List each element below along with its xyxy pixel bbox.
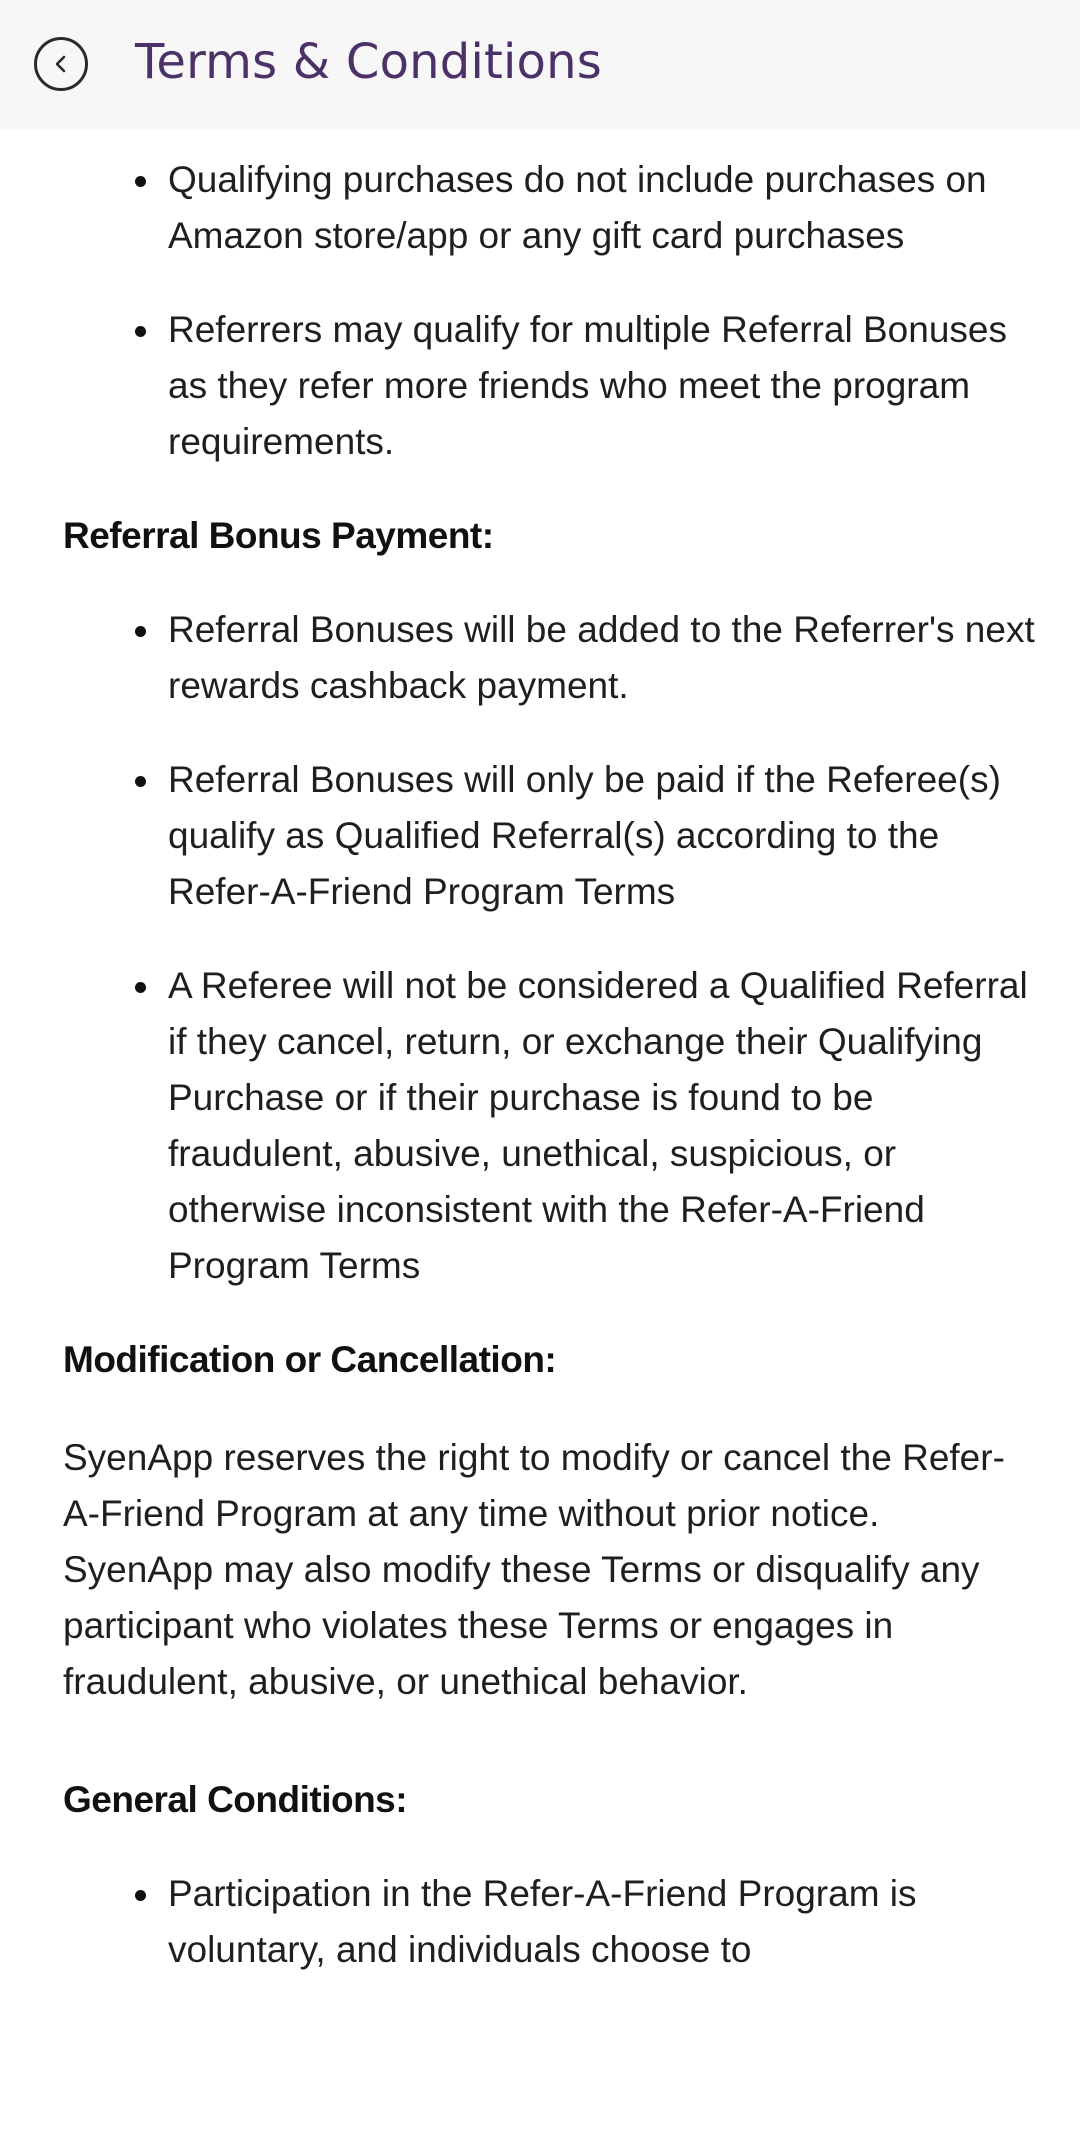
list-item-text: A Referee will not be considered a Qualified Referral if they cancel, return, or exchange their Qualifying Purchase or if their purchase is found to be fraudulent, abusive, unethical, suspicious, or otherwise inconsistent with the Refer-A-Friend Program Terms (168, 965, 1028, 1286)
list-item-text: Referrers may qualify for multiple Referral Bonuses as they refer more friends who meet the program requirements. (168, 309, 1007, 462)
terms-content[interactable] (0, 130, 1080, 2136)
modification-paragraph: SyenApp reserves the right to modify or cancel the Refer-A-Friend Program at any time without prior notice. SyenApp may also modify these Terms or disqualify any participant who violates these Terms or engages in fraudulent, abusive, or unethical behavior. (63, 1437, 1005, 1702)
bullet-icon (135, 326, 146, 337)
back-button[interactable] (34, 37, 88, 91)
bullet-icon (135, 1890, 146, 1901)
list-item-text: Participation in the Refer-A-Friend Program is voluntary, and individuals choose to (168, 1873, 917, 1970)
chevron-left-icon (49, 52, 73, 76)
list-item (63, 752, 1035, 920)
general-conditions-list (63, 1866, 1035, 1978)
payment-list (63, 602, 1035, 1294)
list-item (63, 302, 1035, 470)
bullet-icon (135, 776, 146, 787)
bullet-icon (135, 982, 146, 993)
list-item-text: Referral Bonuses will only be paid if the Referee(s) qualify as Qualified Referral(s) according to the Refer-A-Friend Program Terms (168, 759, 1001, 912)
section-heading-modification: Modification or Cancellation: (63, 1339, 557, 1380)
list-item (63, 958, 1035, 1294)
bullet-icon (135, 176, 146, 187)
page-title: Terms & Conditions (135, 34, 602, 90)
section-heading-payment: Referral Bonus Payment: (63, 515, 494, 556)
app-bar (0, 0, 1080, 130)
list-item-text: Referral Bonuses will be added to the Referrer's next rewards cashback payment. (168, 609, 1035, 706)
bullet-icon (135, 626, 146, 637)
list-item (63, 602, 1035, 714)
section-heading-general: General Conditions: (63, 1779, 408, 1820)
list-item (63, 1866, 1035, 1978)
list-item (63, 152, 1035, 264)
qualifying-purchase-list (63, 152, 1035, 470)
list-item-text: Qualifying purchases do not include purchases on Amazon store/app or any gift card purchases (168, 159, 987, 256)
